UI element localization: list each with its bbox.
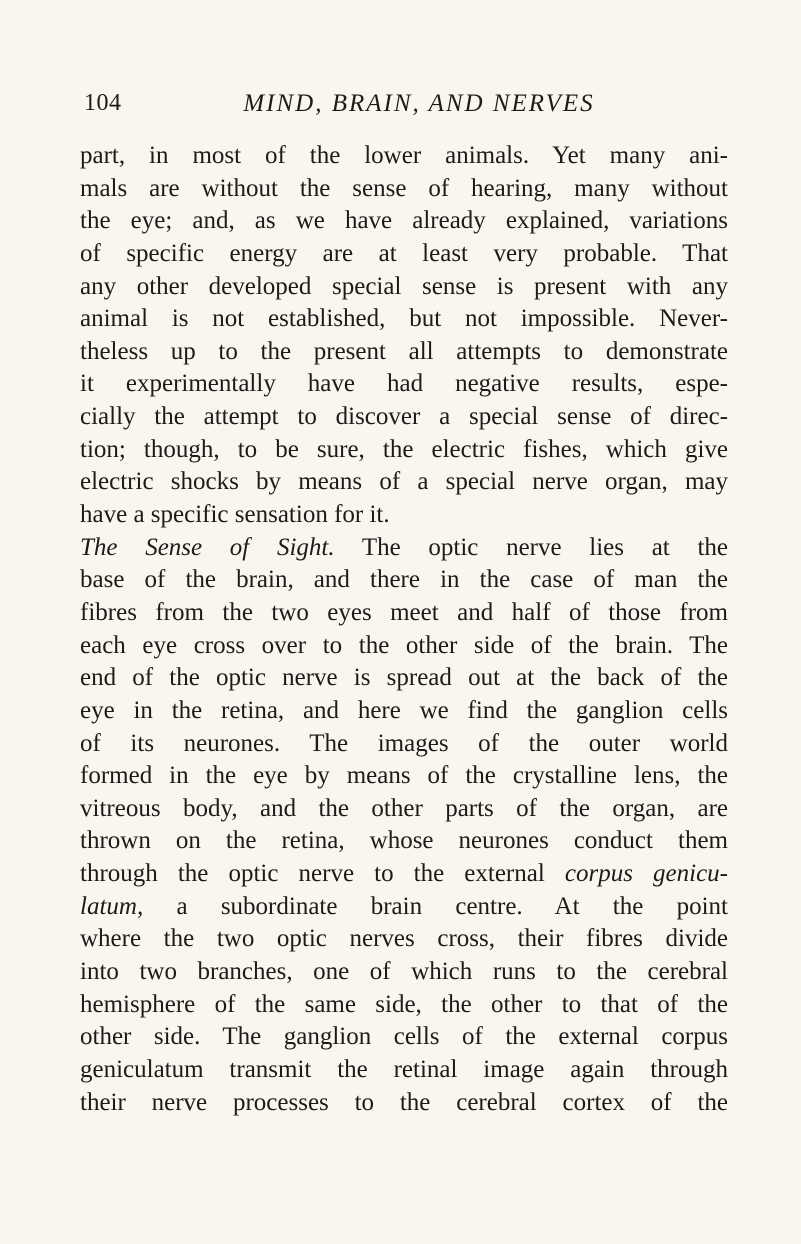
text-run: of specific energy are at least very probable. That [80,239,728,267]
text-line [80,140,728,173]
text-line [80,271,728,304]
text-line [80,238,728,271]
text-line [80,434,728,467]
text-run: theless up to the present all attempts to demonstrate [80,337,728,365]
text-line [80,760,728,793]
text-run: their nerve processes to the cerebral cortex of the [80,1088,728,1116]
text-run: tion; though, to be sure, the electric fishes, which give [80,435,728,463]
text-run: electric shocks by means of a special nerve organ, may [80,468,728,496]
text-run: thrown on the retina, whose neurones conduct them [80,827,728,855]
text-run: vitreous body, and the other parts of the organ, are [80,794,728,822]
text-line [80,728,728,761]
text-line [80,858,728,891]
text-line [80,825,728,858]
page-number: 104 [84,90,122,116]
text-run: of its neurones. The images of the outer world [80,729,728,757]
body-text [80,140,728,1119]
text-line [80,793,728,826]
text-run: formed in the eye by means of the crystalline lens, the [80,762,728,790]
text-line [80,499,728,532]
text-run: any other developed special sense is present with any [80,272,728,300]
text-run: it experimentally have had negative results, espe- [80,370,728,398]
text-run: a subordinate brain centre. At the point [143,892,728,920]
text-run: cially the attempt to discover a special sense of direc- [80,403,728,431]
italic-text: The Sense of Sight. [80,533,335,561]
text-run: hemisphere of the same side, the other to that of the [80,990,728,1018]
text-run: fibres from the two eyes meet and half of those from [80,598,728,626]
text-line [80,989,728,1022]
text-line [80,1087,728,1120]
text-run: base of the brain, and there in the case of man the [80,566,728,594]
text-line [80,630,728,663]
text-line [80,466,728,499]
text-line [80,564,728,597]
text-run: eye in the retina, and here we find the ganglion cells [80,696,728,724]
text-line [80,336,728,369]
text-run: have a specific sensation for it. [80,501,390,529]
text-run: into two branches, one of which runs to the cerebral [80,958,728,986]
text-line [80,956,728,989]
running-head [84,90,724,124]
text-run: The optic nerve lies at the [334,533,728,561]
text-line [80,1054,728,1087]
text-line [80,891,728,924]
text-run: part, in most of the lower animals. Yet many ani- [80,142,728,169]
book-title: MIND, BRAIN, AND NERVES [243,90,595,117]
text-line [80,597,728,630]
text-line [80,923,728,956]
text-line [80,205,728,238]
text-line [80,695,728,728]
text-line [80,1021,728,1054]
text-line [80,401,728,434]
italic-text: latum, [80,892,144,920]
text-line [80,173,728,206]
text-run: each eye cross over to the other side of the brain. The [80,631,728,659]
text-run: end of the optic nerve is spread out at the back of the [80,664,728,692]
text-run: other side. The ganglion cells of the external corpus [80,1023,728,1051]
text-line [80,368,728,401]
text-run: animal is not established, but not impossible. Never- [80,305,728,333]
text-run: mals are without the sense of hearing, many without [80,174,728,202]
text-run: geniculatum transmit the retinal image again through [80,1055,728,1083]
italic-text: corpus genicu- [564,860,728,888]
text-line [80,303,728,336]
text-line [80,662,728,695]
text-line [80,532,728,565]
text-run: where the two optic nerves cross, their fibres divide [80,925,728,953]
text-run: the eye; and, as we have already explained, variations [80,207,728,235]
text-run: through the optic nerve to the external [80,860,565,888]
